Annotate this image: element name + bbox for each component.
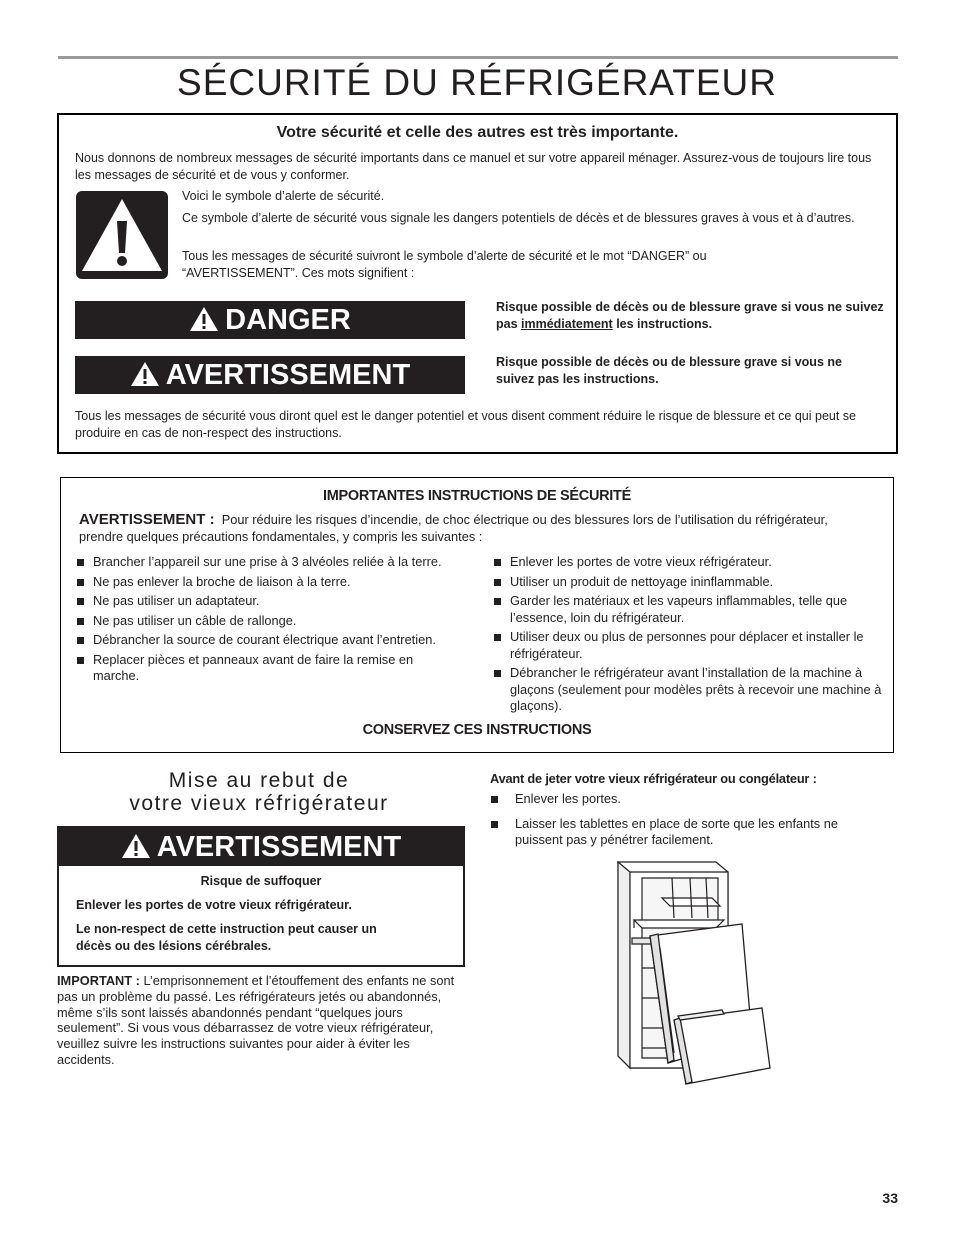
page-number: 33 — [882, 1190, 898, 1206]
warning-description: Risque possible de décès ou de blessure grave si vous ne suivez pas les instructions. — [496, 355, 842, 386]
list-item: Débrancher le réfrigérateur avant l’installation de la machine à glaçons (seulement pour modèles prêts à recevoir une machine à glaçons). — [493, 665, 883, 715]
list-item: Ne pas utiliser un câble de rallonge. — [76, 613, 446, 630]
refrigerator-illustration — [612, 858, 772, 1088]
instructions-heading: IMPORTANTES INSTRUCTIONS DE SÉCURITÉ — [323, 488, 631, 504]
list-item: Replacer pièces et panneaux avant de faire la remise en marche. — [76, 652, 446, 685]
disposal-warning-banner — [59, 828, 463, 866]
list-item: Ne pas enlever la broche de liaison à la terre. — [76, 574, 446, 591]
safety-heading: Votre sécurité et celle des autres est très importante. — [276, 124, 679, 141]
instructions-box — [60, 477, 894, 753]
disposal-warning-box — [57, 826, 465, 967]
page-title: SÉCURITÉ DU RÉFRIGÉRATEUR — [177, 62, 777, 103]
symbol-line-3: Tous les messages de sécurité suivront le symbole d’alerte de sécurité et le mot “DANGER” ou “AVERTISSEMENT”. Ces mots signifient : — [182, 249, 707, 280]
list-item: Enlever les portes de votre vieux réfrigérateur. — [493, 554, 883, 571]
disposal-subtitle-line-2: votre vieux réfrigérateur — [129, 792, 389, 815]
disposal-warning-icon — [121, 833, 151, 859]
list-item: Débrancher la source de courant électrique avant l’entretien. — [76, 632, 446, 649]
disposal-consequence: Le non-respect de cette instruction peut causer un décès ou des lésions cérébrales. — [76, 922, 377, 953]
bullet-icon — [491, 821, 498, 828]
danger-warning-icon — [189, 306, 219, 332]
before-heading: Avant de jeter votre vieux réfrigérateur ou congélateur : — [490, 771, 817, 786]
danger-label: DANGER — [225, 304, 351, 336]
symbol-line-2: Ce symbole d’alerte de sécurité vous signale les dangers potentiels de décès et de blessures graves à vous et à d’autres. — [182, 211, 855, 225]
disposal-subtitle — [57, 769, 461, 815]
disposal-hazard: Risque de suffoquer — [200, 874, 322, 888]
top-rule — [58, 56, 898, 59]
list-item: Utiliser deux ou plus de personnes pour déplacer et installer le réfrigérateur. — [493, 629, 883, 662]
list-item: Ne pas utiliser un adaptateur. — [76, 593, 446, 610]
list-item: Utiliser un produit de nettoyage ininflammable. — [493, 574, 883, 591]
bullet-icon — [491, 796, 498, 803]
danger-banner — [75, 301, 465, 339]
safety-intro: Nous donnons de nombreux messages de sécurité importants dans ce manuel et sur votre appareil ménager. Assurez-vous de toujours lire tous les messages de sécurité et de vous y conformer. — [75, 151, 872, 182]
important-paragraph: IMPORTANT : L’emprisonnement et l’étouffement des enfants ne sont pas un problème du passé. Les réfrigérateurs jetés ou abandonnés, même s’ils sont laissés abandonnés pendant “quelques jours seulement”. Si vous vous débarrassez de votre vieux réfrigérateur, veuillez suivre les instructions suivantes pour aider à éviter les accidents. — [57, 973, 455, 1067]
disposal-subtitle-line-1: Mise au rebut de — [168, 769, 350, 792]
instructions-footer: CONSERVEZ CES INSTRUCTIONS — [362, 722, 592, 738]
warning-banner — [75, 356, 465, 394]
list-item: Garder les matériaux et les vapeurs inflammables, telle que l’essence, loin du réfrigérateur. — [493, 593, 883, 626]
before-list — [490, 791, 890, 847]
symbol-line-1: Voici le symbole d’alerte de sécurité. — [182, 189, 385, 203]
list-item: Laisser les tablettes en place de sorte que les enfants ne puissent pas y pénétrer facilement. — [490, 816, 885, 848]
warning-label: AVERTISSEMENT — [165, 359, 411, 391]
disposal-warning-label: AVERTISSEMENT — [156, 831, 402, 863]
safety-alert-icon — [76, 191, 168, 279]
list-item: Enlever les portes. — [490, 791, 890, 807]
list-item: Brancher l’appareil sur une prise à 3 alvéoles reliée à la terre. — [76, 554, 446, 571]
safety-closing: Tous les messages de sécurité vous diront quel est le danger potentiel et vous disent comment réduire le risque de blessure et ce qui peut se produire en cas de non-respect des instructions. — [75, 409, 856, 440]
safety-box — [57, 113, 898, 454]
danger-description: Risque possible de décès ou de blessure grave si vous ne suivez pas immédiatement les instructions. — [496, 300, 884, 331]
instructions-warning: AVERTISSEMENT : Pour réduire les risques d’incendie, de choc électrique ou des blessures lors de l’utilisation du réfrigérateur, prendre quelques précautions fondamentales, y compris les suivantes : — [79, 511, 828, 544]
disposal-action: Enlever les portes de votre vieux réfrigérateur. — [76, 898, 352, 912]
instructions-right-list — [493, 554, 883, 718]
instructions-left-list — [76, 554, 446, 688]
warning-icon — [130, 361, 160, 387]
